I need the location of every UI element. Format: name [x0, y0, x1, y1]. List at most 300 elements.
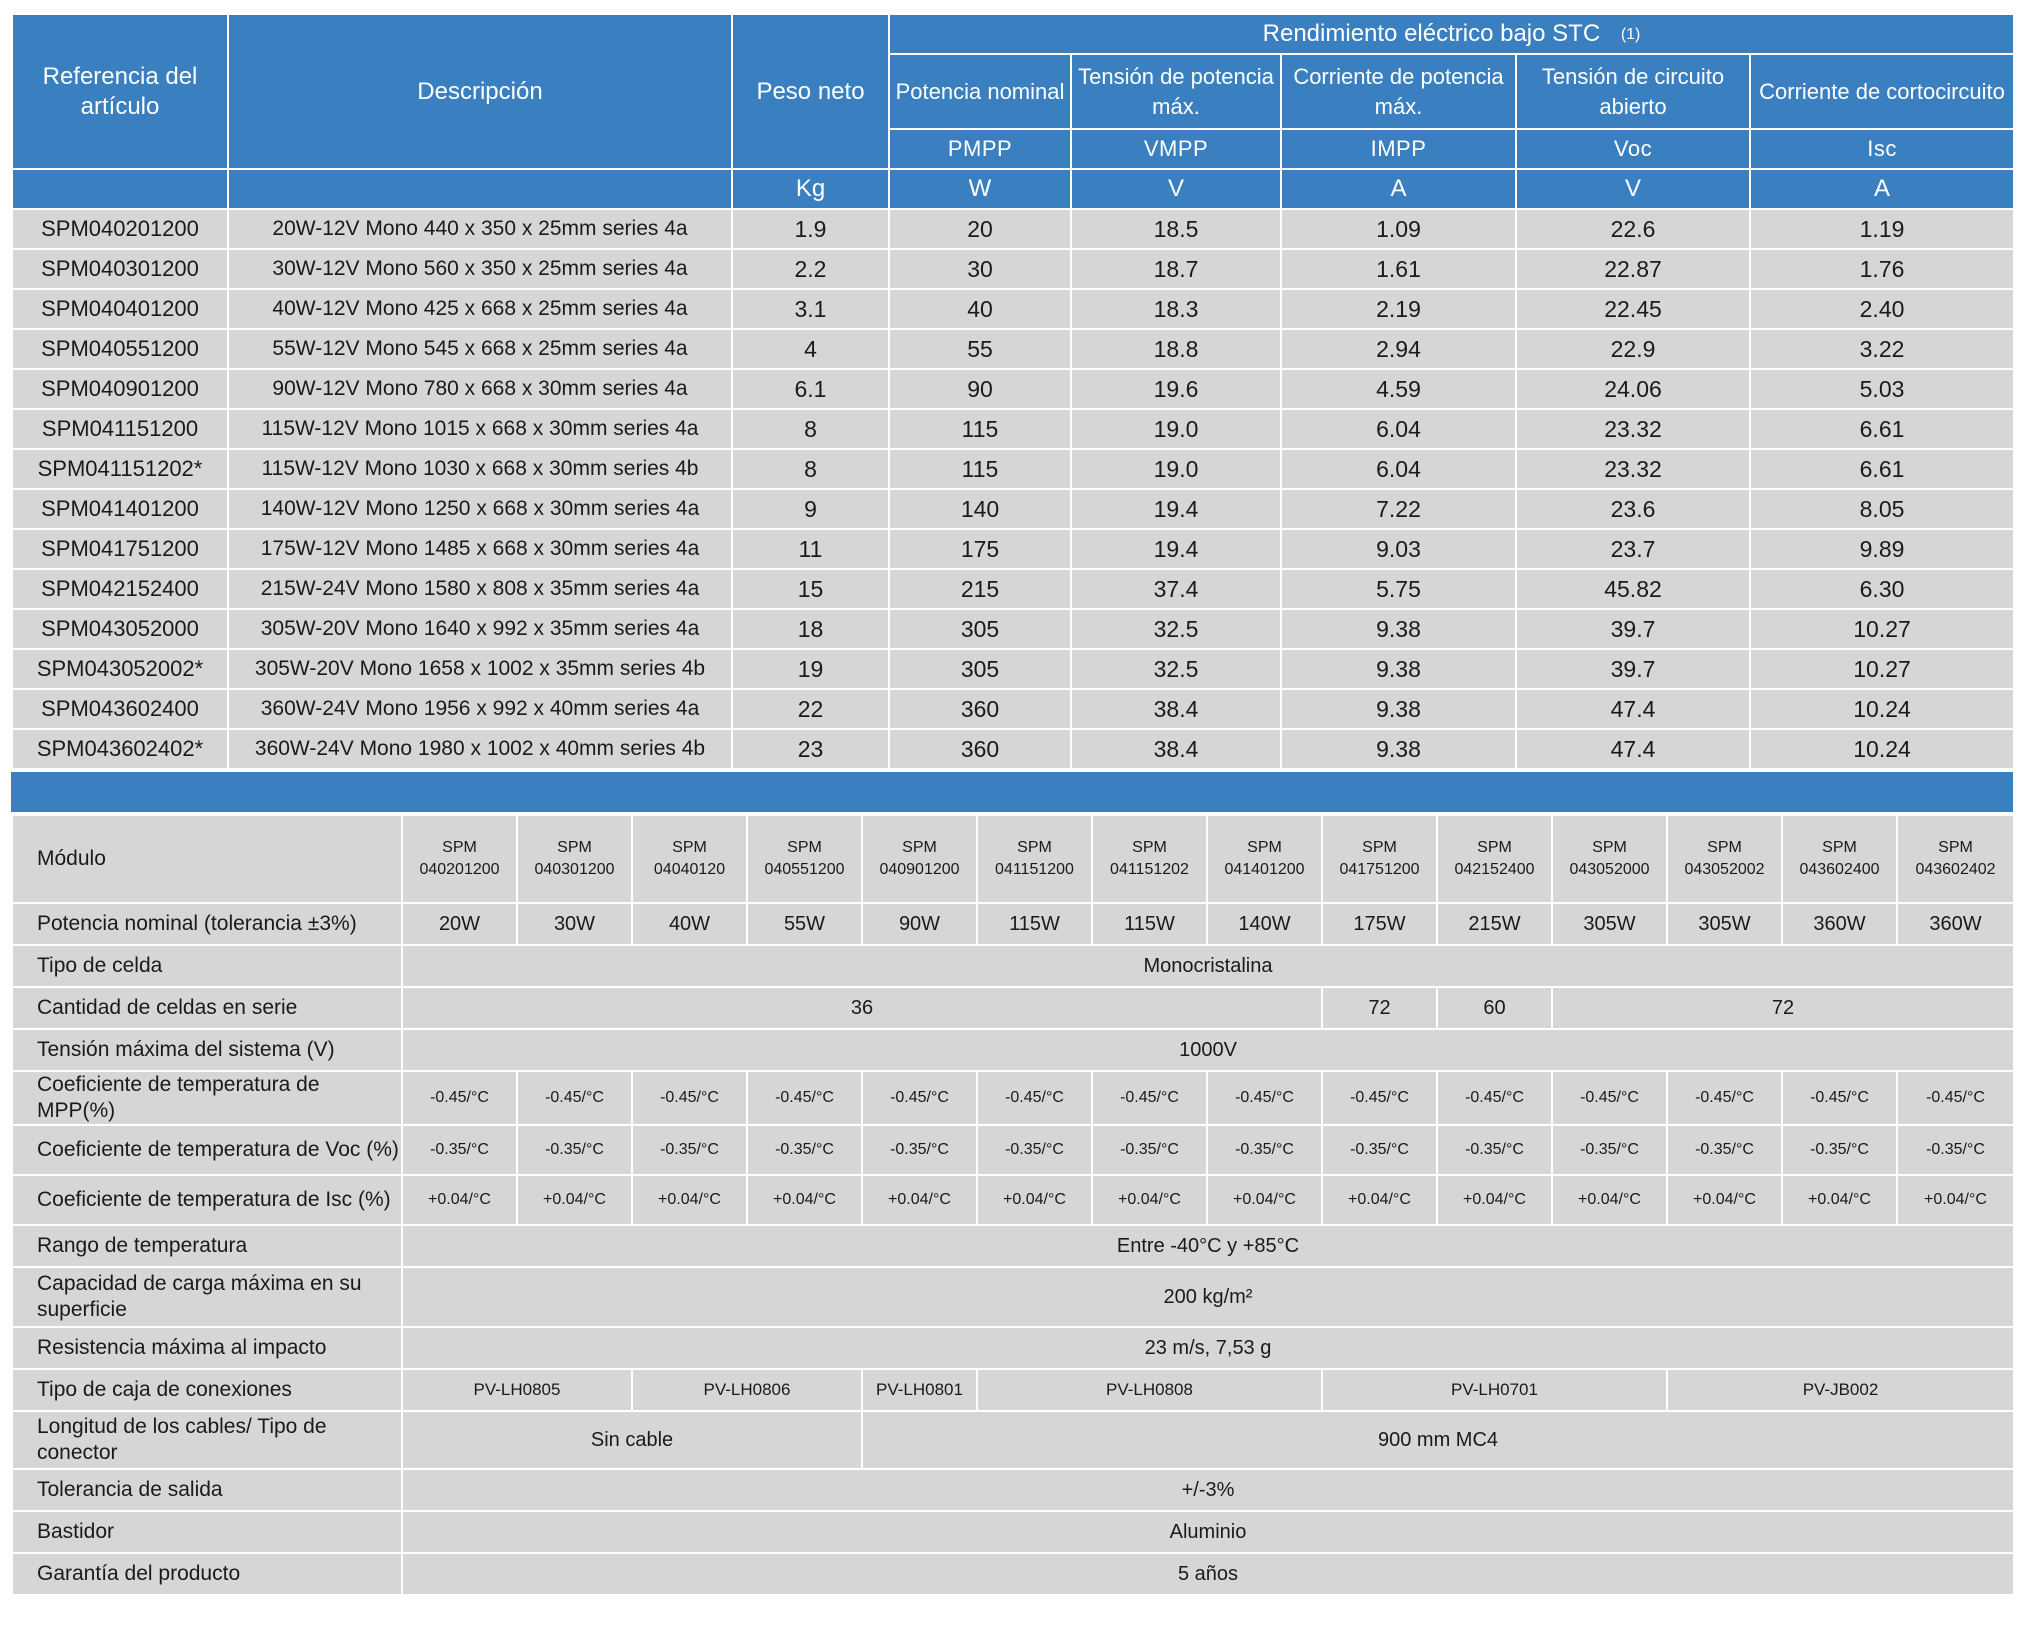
coef-voc-value: -0.35/°C [1897, 1125, 2014, 1175]
vmpp-value: 18.3 [1071, 289, 1281, 329]
module-number: 040551200 [764, 861, 845, 878]
max-load-value: 200 kg/m² [402, 1267, 2014, 1327]
net-weight: 6.1 [732, 369, 889, 409]
module-number: 041151202 [1110, 861, 1189, 878]
voc-value: 39.7 [1516, 649, 1750, 689]
unit-isc: A [1750, 169, 2014, 209]
table-row [12, 249, 2014, 289]
module-code [632, 815, 747, 903]
nominal-power: 305 [889, 609, 1071, 649]
electrical-performance-table [11, 13, 2015, 770]
module-prefix: SPM [1132, 839, 1167, 856]
impp-value: 9.38 [1281, 649, 1516, 689]
coef-voc-value: -0.35/°C [517, 1125, 632, 1175]
module-prefix: SPM [1247, 839, 1282, 856]
unit-desc-empty [228, 169, 732, 209]
isc-value: 1.19 [1750, 209, 2014, 249]
coef-isc-value: +0.04/°C [1207, 1175, 1322, 1225]
coef-isc-value: +0.04/°C [402, 1175, 517, 1225]
unit-voc: V [1516, 169, 1750, 209]
tolerance-row [12, 1469, 2014, 1511]
module-number: 041151200 [995, 861, 1074, 878]
net-weight: 2.2 [732, 249, 889, 289]
table-row [12, 329, 2014, 369]
junction-value: PV-LH0701 [1322, 1369, 1667, 1411]
module-prefix: SPM [1477, 839, 1512, 856]
coef-isc-value: +0.04/°C [517, 1175, 632, 1225]
isc-value: 2.40 [1750, 289, 2014, 329]
nominal-power: 175 [889, 529, 1071, 569]
nominal-power: 115 [889, 409, 1071, 449]
junction-label: Tipo de caja de conexiones [12, 1369, 402, 1411]
module-code [517, 815, 632, 903]
coef-voc-value: -0.35/°C [632, 1125, 747, 1175]
col-header-impp: Corriente de potencia máx. [1281, 54, 1516, 129]
coef-mpp-value: -0.45/°C [402, 1071, 517, 1125]
module-prefix: SPM [1017, 839, 1052, 856]
tolerance-value: +/-3% [402, 1469, 2014, 1511]
module-code [862, 815, 977, 903]
junction-row [12, 1369, 2014, 1411]
module-power: 40W [632, 903, 747, 945]
net-weight: 4 [732, 329, 889, 369]
module-number: 04040120 [653, 861, 726, 878]
product-ref: SPM041751200 [12, 529, 228, 569]
isc-value: 10.27 [1750, 649, 2014, 689]
cells-value: 60 [1437, 987, 1552, 1029]
impp-value: 6.04 [1281, 409, 1516, 449]
coef-voc-value: -0.35/°C [1437, 1125, 1552, 1175]
product-ref: SPM040201200 [12, 209, 228, 249]
unit-impp: A [1281, 169, 1516, 209]
vmpp-value: 18.8 [1071, 329, 1281, 369]
vmpp-value: 19.0 [1071, 409, 1281, 449]
unit-vmpp: V [1071, 169, 1281, 209]
module-number: 042152400 [1454, 861, 1535, 878]
power-label: Potencia nominal (tolerancia ±3%) [12, 903, 402, 945]
product-description: 40W-12V Mono 425 x 668 x 25mm series 4a [228, 289, 732, 329]
net-weight: 19 [732, 649, 889, 689]
coef-mpp-value: -0.45/°C [1552, 1071, 1667, 1125]
table-row [12, 489, 2014, 529]
power-row [12, 903, 2014, 945]
net-weight: 18 [732, 609, 889, 649]
table-row [12, 689, 2014, 729]
product-ref: SPM042152400 [12, 569, 228, 609]
impp-value: 9.03 [1281, 529, 1516, 569]
junction-value: PV-LH0808 [977, 1369, 1322, 1411]
impp-value: 9.38 [1281, 689, 1516, 729]
coef-isc-value: +0.04/°C [1782, 1175, 1897, 1225]
impp-value: 2.19 [1281, 289, 1516, 329]
module-prefix: SPM [557, 839, 592, 856]
module-number: 043052000 [1569, 861, 1650, 878]
isc-value: 10.27 [1750, 609, 2014, 649]
table-row [12, 409, 2014, 449]
coef-mpp-row [12, 1071, 2014, 1125]
col-header-vmpp: Tensión de potencia máx. [1071, 54, 1281, 129]
product-description: 30W-12V Mono 560 x 350 x 25mm series 4a [228, 249, 732, 289]
impp-value: 9.38 [1281, 729, 1516, 769]
module-code [1092, 815, 1207, 903]
product-rows [12, 209, 2014, 769]
nominal-power: 30 [889, 249, 1071, 289]
module-power: 20W [402, 903, 517, 945]
net-weight: 23 [732, 729, 889, 769]
warranty-row [12, 1553, 2014, 1595]
module-row [12, 815, 2014, 903]
col-header-voc: Tensión de circuito abierto [1516, 54, 1750, 129]
module-number: 040901200 [879, 861, 960, 878]
module-power: 175W [1322, 903, 1437, 945]
table-row [12, 569, 2014, 609]
temp-range-row [12, 1225, 2014, 1267]
cable-row [12, 1411, 2014, 1469]
module-number: 043602400 [1799, 861, 1880, 878]
net-weight: 9 [732, 489, 889, 529]
coef-voc-row [12, 1125, 2014, 1175]
nominal-power: 20 [889, 209, 1071, 249]
coef-isc-row [12, 1175, 2014, 1225]
product-description: 115W-12V Mono 1030 x 668 x 30mm series 4b [228, 449, 732, 489]
coef-voc-value: -0.35/°C [977, 1125, 1092, 1175]
module-prefix: SPM [1592, 839, 1627, 856]
max-voltage-value: 1000V [402, 1029, 2014, 1071]
voc-value: 47.4 [1516, 729, 1750, 769]
product-description: 175W-12V Mono 1485 x 668 x 30mm series 4a [228, 529, 732, 569]
stc-group-header [889, 14, 2014, 54]
impact-row [12, 1327, 2014, 1369]
module-prefix: SPM [787, 839, 822, 856]
vmpp-value: 19.0 [1071, 449, 1281, 489]
product-ref: SPM040401200 [12, 289, 228, 329]
voc-value: 22.45 [1516, 289, 1750, 329]
vmpp-value: 38.4 [1071, 689, 1281, 729]
coef-isc-value: +0.04/°C [1552, 1175, 1667, 1225]
coef-mpp-value: -0.45/°C [632, 1071, 747, 1125]
coef-mpp-value: -0.45/°C [977, 1071, 1092, 1125]
coef-mpp-value: -0.45/°C [1897, 1071, 2014, 1125]
symbol-voc: Voc [1516, 129, 1750, 169]
product-ref: SPM043602400 [12, 689, 228, 729]
coef-isc-value: +0.04/°C [862, 1175, 977, 1225]
coef-voc-value: -0.35/°C [1552, 1125, 1667, 1175]
cell-type-row [12, 945, 2014, 987]
cell-type-label: Tipo de celda [12, 945, 402, 987]
max-load-row [12, 1267, 2014, 1327]
module-code [747, 815, 862, 903]
junction-value: PV-LH0805 [402, 1369, 632, 1411]
product-description: 305W-20V Mono 1658 x 1002 x 35mm series 4b [228, 649, 732, 689]
product-ref: SPM040551200 [12, 329, 228, 369]
product-ref: SPM041401200 [12, 489, 228, 529]
table-row [12, 649, 2014, 689]
coef-voc-label: Coeficiente de temperatura de Voc (%) [12, 1125, 402, 1175]
nominal-power: 360 [889, 689, 1071, 729]
product-description: 90W-12V Mono 780 x 668 x 30mm series 4a [228, 369, 732, 409]
module-prefix: SPM [1362, 839, 1397, 856]
module-code [977, 815, 1092, 903]
module-power: 360W [1782, 903, 1897, 945]
product-ref: SPM043052002* [12, 649, 228, 689]
nominal-power: 140 [889, 489, 1071, 529]
vmpp-value: 18.5 [1071, 209, 1281, 249]
product-description: 305W-20V Mono 1640 x 992 x 35mm series 4a [228, 609, 732, 649]
coef-mpp-value: -0.45/°C [1667, 1071, 1782, 1125]
module-power: 115W [977, 903, 1092, 945]
voc-value: 47.4 [1516, 689, 1750, 729]
module-number: 043052002 [1684, 861, 1765, 878]
symbol-isc: Isc [1750, 129, 2014, 169]
net-weight: 3.1 [732, 289, 889, 329]
coef-mpp-value: -0.45/°C [1437, 1071, 1552, 1125]
junction-value: PV-LH0806 [632, 1369, 862, 1411]
table-row [12, 369, 2014, 409]
isc-value: 6.61 [1750, 449, 2014, 489]
junction-value: PV-LH0801 [862, 1369, 977, 1411]
table-row [12, 729, 2014, 769]
warranty-value: 5 años [402, 1553, 2014, 1595]
isc-value: 9.89 [1750, 529, 2014, 569]
module-prefix: SPM [672, 839, 707, 856]
impp-value: 2.94 [1281, 329, 1516, 369]
voc-value: 39.7 [1516, 609, 1750, 649]
coef-isc-value: +0.04/°C [1322, 1175, 1437, 1225]
table-row [12, 529, 2014, 569]
vmpp-value: 37.4 [1071, 569, 1281, 609]
vmpp-value: 32.5 [1071, 649, 1281, 689]
isc-value: 6.30 [1750, 569, 2014, 609]
warranty-label: Garantía del producto [12, 1553, 402, 1595]
coef-mpp-value: -0.45/°C [1322, 1071, 1437, 1125]
product-ref: SPM041151200 [12, 409, 228, 449]
module-number: 041751200 [1339, 861, 1420, 878]
table-row [12, 449, 2014, 489]
module-power: 90W [862, 903, 977, 945]
coef-voc-value: -0.35/°C [402, 1125, 517, 1175]
impact-label: Resistencia máxima al impacto [12, 1327, 402, 1369]
coef-isc-value: +0.04/°C [747, 1175, 862, 1225]
temp-range-label: Rango de temperatura [12, 1225, 402, 1267]
module-power: 305W [1552, 903, 1667, 945]
isc-value: 1.76 [1750, 249, 2014, 289]
vmpp-value: 19.4 [1071, 489, 1281, 529]
table-row [12, 289, 2014, 329]
voc-value: 22.9 [1516, 329, 1750, 369]
symbol-pmpp: PMPP [889, 129, 1071, 169]
module-code [1207, 815, 1322, 903]
product-description: 140W-12V Mono 1250 x 668 x 30mm series 4a [228, 489, 732, 529]
coef-isc-value: +0.04/°C [632, 1175, 747, 1225]
nominal-power: 360 [889, 729, 1071, 769]
module-power: 30W [517, 903, 632, 945]
vmpp-value: 19.4 [1071, 529, 1281, 569]
voc-value: 22.6 [1516, 209, 1750, 249]
table-row [12, 209, 2014, 249]
coef-voc-value: -0.35/°C [747, 1125, 862, 1175]
product-description: 215W-24V Mono 1580 x 808 x 35mm series 4a [228, 569, 732, 609]
module-number: 043602402 [1915, 861, 1996, 878]
ref-header: Referencia del artículo [12, 14, 228, 169]
unit-ref-empty [12, 169, 228, 209]
module-power: 360W [1897, 903, 2014, 945]
max-load-label: Capacidad de carga máxima en su superficie [12, 1267, 402, 1327]
cells-row [12, 987, 2014, 1029]
junction-value: PV-JB002 [1667, 1369, 2014, 1411]
impp-value: 9.38 [1281, 609, 1516, 649]
net-weight: 22 [732, 689, 889, 729]
module-power: 140W [1207, 903, 1322, 945]
coef-mpp-value: -0.45/°C [1782, 1071, 1897, 1125]
coef-voc-value: -0.35/°C [1667, 1125, 1782, 1175]
stc-group-note: (1) [1620, 25, 1641, 43]
product-description: 115W-12V Mono 1015 x 668 x 30mm series 4a [228, 409, 732, 449]
symbol-vmpp: VMPP [1071, 129, 1281, 169]
coef-voc-value: -0.35/°C [862, 1125, 977, 1175]
module-code [1322, 815, 1437, 903]
coef-isc-value: +0.04/°C [1437, 1175, 1552, 1225]
isc-value: 6.61 [1750, 409, 2014, 449]
nominal-power: 305 [889, 649, 1071, 689]
product-description: 360W-24V Mono 1956 x 992 x 40mm series 4a [228, 689, 732, 729]
isc-value: 10.24 [1750, 729, 2014, 769]
coef-mpp-value: -0.45/°C [862, 1071, 977, 1125]
symbol-impp: IMPP [1281, 129, 1516, 169]
isc-value: 5.03 [1750, 369, 2014, 409]
coef-mpp-value: -0.45/°C [747, 1071, 862, 1125]
module-prefix: SPM [1822, 839, 1857, 856]
product-description: 360W-24V Mono 1980 x 1002 x 40mm series 4b [228, 729, 732, 769]
product-ref: SPM043052000 [12, 609, 228, 649]
nominal-power: 215 [889, 569, 1071, 609]
nominal-power: 115 [889, 449, 1071, 489]
voc-value: 23.6 [1516, 489, 1750, 529]
coef-isc-value: +0.04/°C [1897, 1175, 2014, 1225]
col-header-pmpp: Potencia nominal [889, 54, 1071, 129]
nominal-power: 55 [889, 329, 1071, 369]
cell-type-value: Monocristalina [402, 945, 2014, 987]
coef-voc-value: -0.35/°C [1782, 1125, 1897, 1175]
coef-voc-value: -0.35/°C [1207, 1125, 1322, 1175]
module-power: 215W [1437, 903, 1552, 945]
impp-value: 7.22 [1281, 489, 1516, 529]
module-number: 040301200 [534, 861, 615, 878]
nominal-power: 90 [889, 369, 1071, 409]
cells-value: 72 [1552, 987, 2014, 1029]
voc-value: 24.06 [1516, 369, 1750, 409]
coef-voc-value: -0.35/°C [1092, 1125, 1207, 1175]
coef-isc-value: +0.04/°C [1092, 1175, 1207, 1225]
cells-value: 72 [1322, 987, 1437, 1029]
max-voltage-label: Tensión máxima del sistema (V) [12, 1029, 402, 1071]
impp-value: 4.59 [1281, 369, 1516, 409]
coef-mpp-label: Coeficiente de temperatura de MPP(%) [12, 1071, 402, 1125]
module-code [1437, 815, 1552, 903]
impp-value: 5.75 [1281, 569, 1516, 609]
impp-value: 1.61 [1281, 249, 1516, 289]
module-code [1667, 815, 1782, 903]
module-power: 55W [747, 903, 862, 945]
product-ref: SPM041151202* [12, 449, 228, 489]
module-power: 115W [1092, 903, 1207, 945]
module-code [1782, 815, 1897, 903]
specifications-table [11, 814, 2015, 1596]
table-row [12, 609, 2014, 649]
vmpp-value: 38.4 [1071, 729, 1281, 769]
coef-mpp-value: -0.45/°C [1092, 1071, 1207, 1125]
impact-value: 23 m/s, 7,53 g [402, 1327, 2014, 1369]
isc-value: 3.22 [1750, 329, 2014, 369]
product-ref: SPM043602402* [12, 729, 228, 769]
vmpp-value: 18.7 [1071, 249, 1281, 289]
coef-mpp-value: -0.45/°C [517, 1071, 632, 1125]
module-code [1552, 815, 1667, 903]
module-prefix: SPM [442, 839, 477, 856]
module-code [1897, 815, 2014, 903]
section-divider [11, 772, 2013, 812]
vmpp-value: 32.5 [1071, 609, 1281, 649]
coef-isc-value: +0.04/°C [977, 1175, 1092, 1225]
net-weight: 15 [732, 569, 889, 609]
net-weight: 8 [732, 449, 889, 489]
coef-voc-value: -0.35/°C [1322, 1125, 1437, 1175]
voc-value: 23.32 [1516, 449, 1750, 489]
product-ref: SPM040301200 [12, 249, 228, 289]
coef-mpp-value: -0.45/°C [1207, 1071, 1322, 1125]
net-weight: 11 [732, 529, 889, 569]
net-weight: 8 [732, 409, 889, 449]
frame-label: Bastidor [12, 1511, 402, 1553]
module-prefix: SPM [902, 839, 937, 856]
unit-pmpp: W [889, 169, 1071, 209]
isc-value: 10.24 [1750, 689, 2014, 729]
tolerance-label: Tolerancia de salida [12, 1469, 402, 1511]
voc-value: 45.82 [1516, 569, 1750, 609]
temp-range-value: Entre -40°C y +85°C [402, 1225, 2014, 1267]
cable-value: 900 mm MC4 [862, 1411, 2014, 1469]
module-number: 041401200 [1224, 861, 1305, 878]
module-power: 305W [1667, 903, 1782, 945]
desc-header: Descripción [228, 14, 732, 169]
net-weight: 1.9 [732, 209, 889, 249]
voc-value: 23.7 [1516, 529, 1750, 569]
module-prefix: SPM [1938, 839, 1973, 856]
vmpp-value: 19.6 [1071, 369, 1281, 409]
frame-value: Aluminio [402, 1511, 2014, 1553]
cells-label: Cantidad de celdas en serie [12, 987, 402, 1029]
isc-value: 8.05 [1750, 489, 2014, 529]
impp-value: 6.04 [1281, 449, 1516, 489]
voc-value: 22.87 [1516, 249, 1750, 289]
product-ref: SPM040901200 [12, 369, 228, 409]
module-prefix: SPM [1707, 839, 1742, 856]
cells-value: 36 [402, 987, 1322, 1029]
module-code [402, 815, 517, 903]
module-number: 040201200 [419, 861, 500, 878]
stc-group-title: Rendimiento eléctrico bajo STC [1262, 19, 1601, 47]
product-description: 55W-12V Mono 545 x 668 x 25mm series 4a [228, 329, 732, 369]
col-header-isc: Corriente de cortocircuito [1750, 54, 2014, 129]
cable-label: Longitud de los cables/ Tipo de conector [12, 1411, 402, 1469]
coef-isc-value: +0.04/°C [1667, 1175, 1782, 1225]
product-description: 20W-12V Mono 440 x 350 x 25mm series 4a [228, 209, 732, 249]
module-label: Módulo [12, 815, 402, 903]
cable-value: Sin cable [402, 1411, 862, 1469]
coef-isc-label: Coeficiente de temperatura de Isc (%) [12, 1175, 402, 1225]
unit-weight: Kg [732, 169, 889, 209]
max-voltage-row [12, 1029, 2014, 1071]
frame-row [12, 1511, 2014, 1553]
